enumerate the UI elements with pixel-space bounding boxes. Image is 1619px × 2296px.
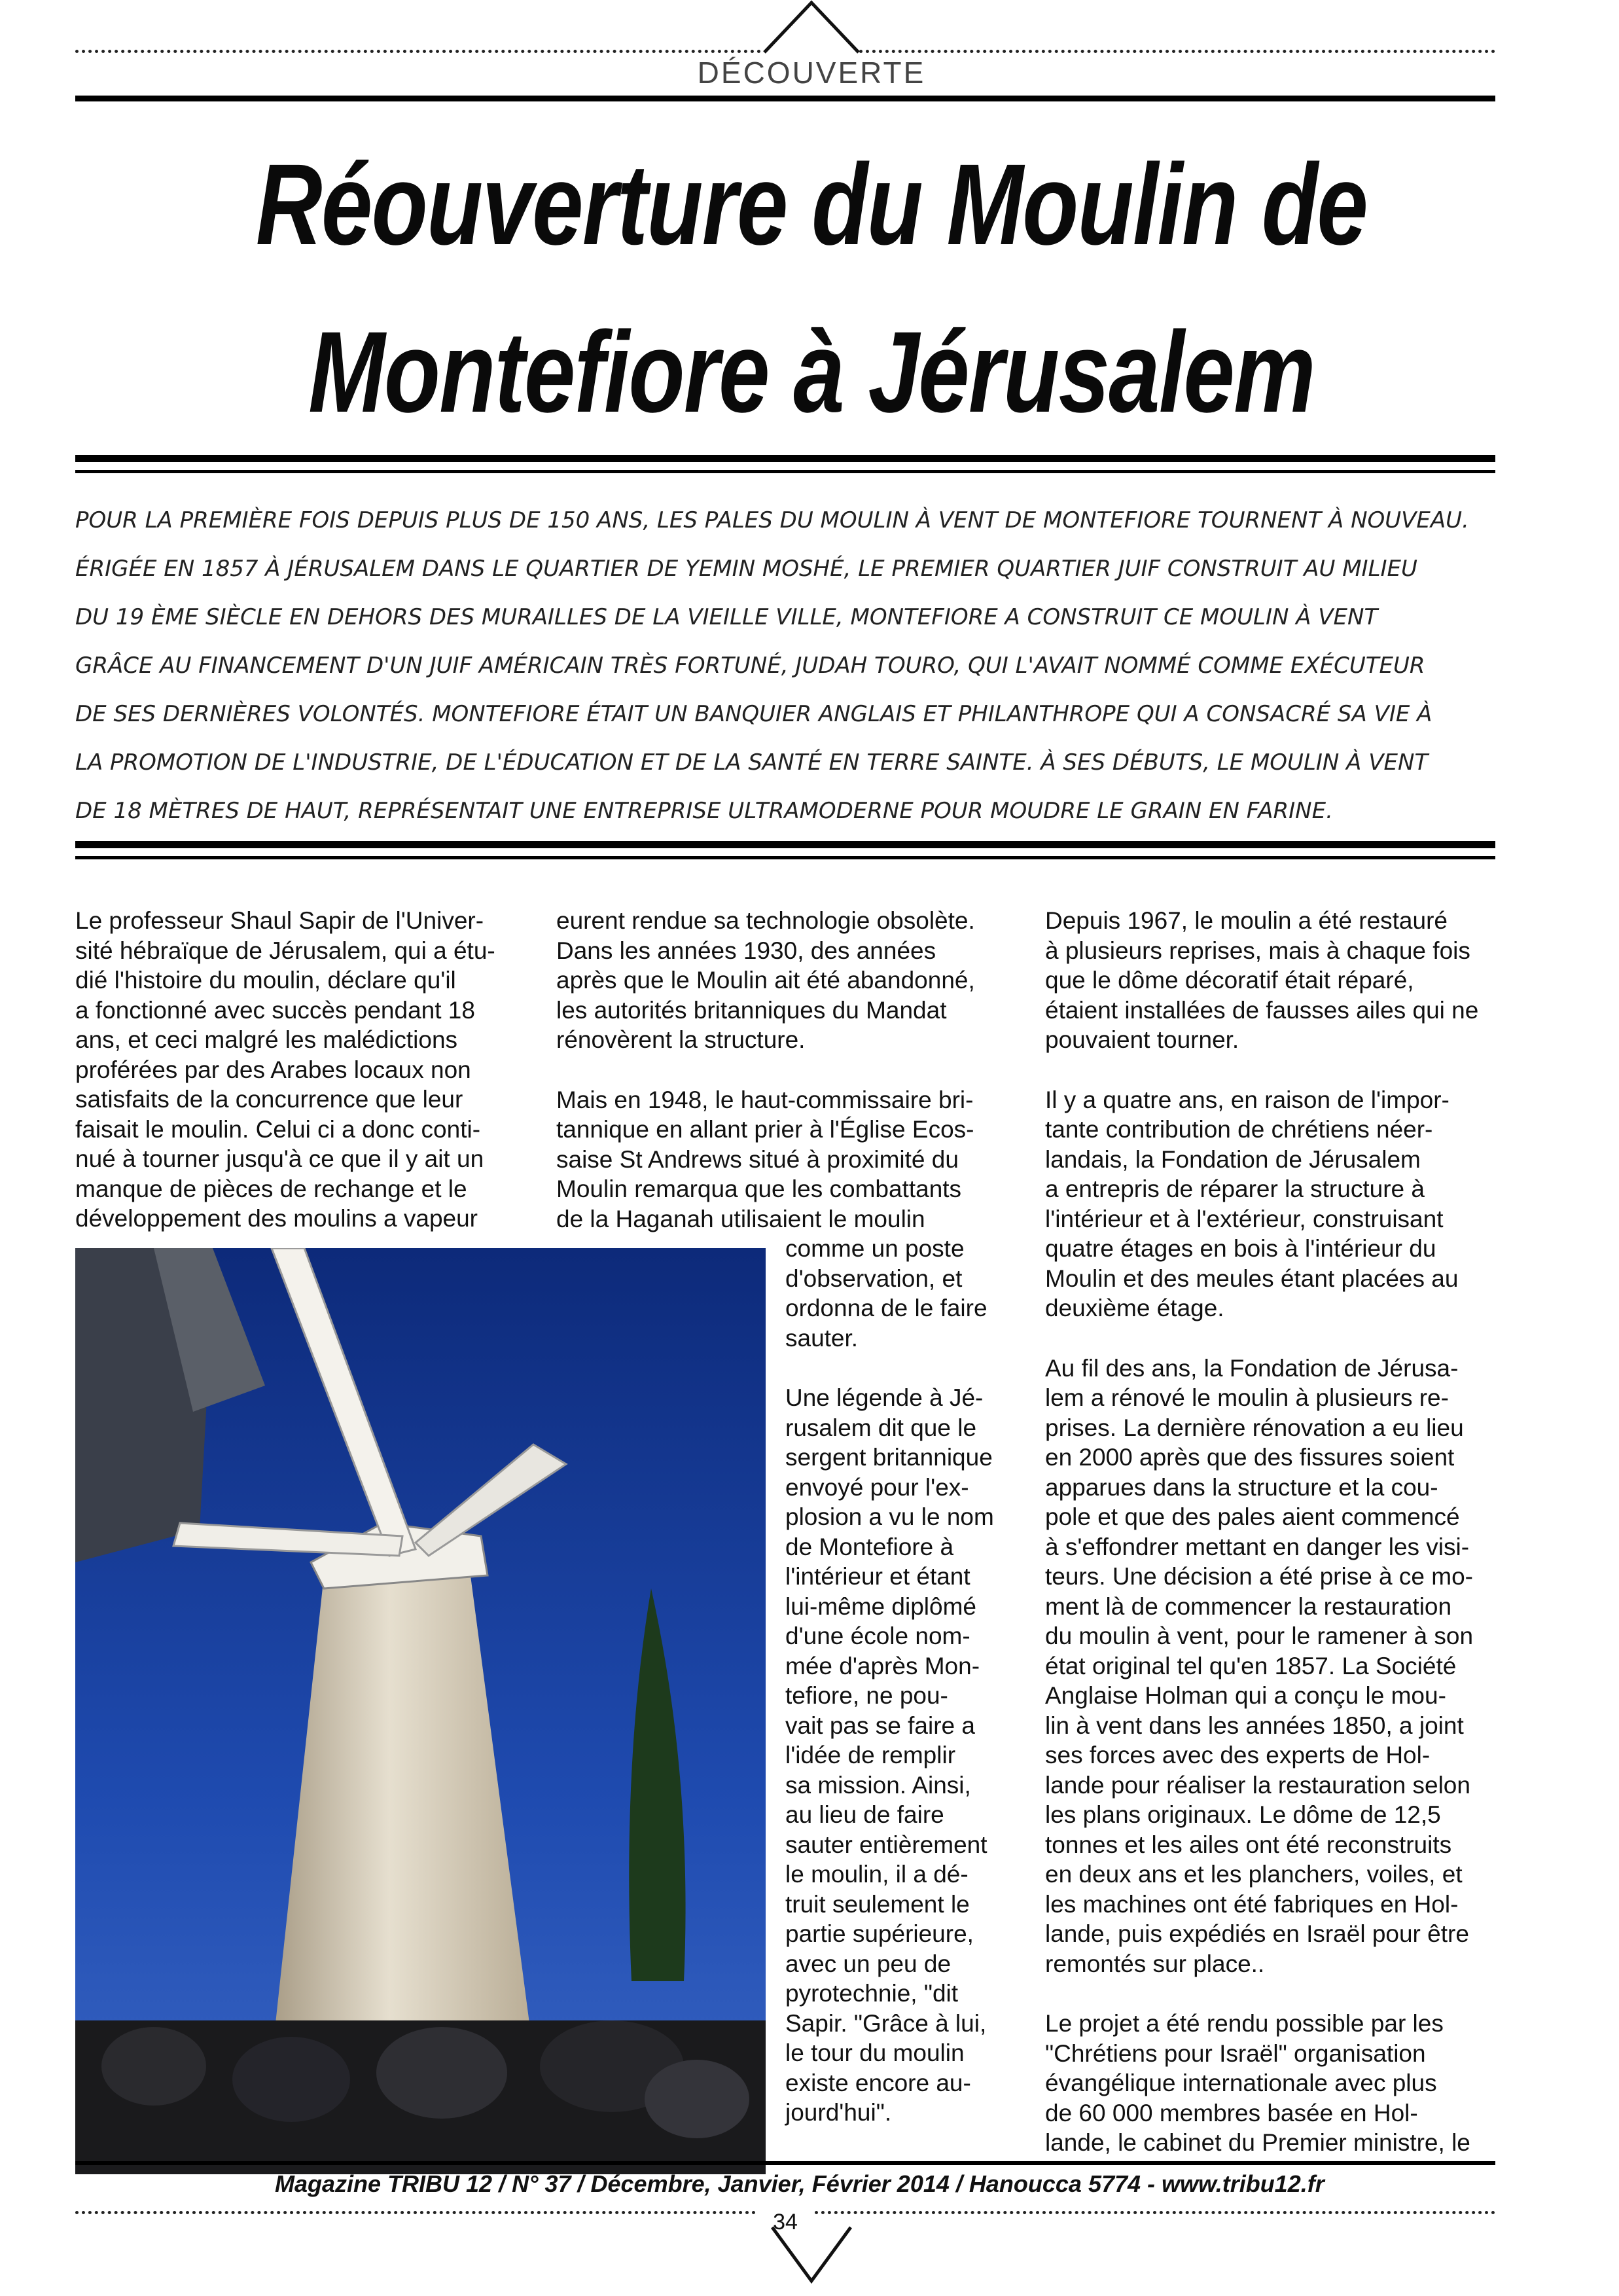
footer-dotted-rule-left	[75, 2211, 756, 2214]
column-2-narrow	[785, 1234, 1014, 2128]
body-line: jourd'hui".	[785, 2099, 892, 2126]
page-number: 34	[773, 2210, 798, 2234]
intro-line: POUR LA PREMIÈRE FOIS DEPUIS PLUS DE 150 ANS, LES PALES DU MOULIN À VENT DE MONTEFIORE TOURNENT À NOUVEAU.	[75, 507, 1469, 533]
body-line: landais, la Fondation de Jérusalem	[1045, 1145, 1421, 1173]
body-line: à plusieurs reprises, mais à chaque fois	[1045, 937, 1470, 964]
body-line: pole et que des pales aient commencé	[1045, 1503, 1460, 1530]
body-line: évangélique internationale avec plus	[1045, 2070, 1437, 2096]
intro-line: GRÂCE AU FINANCEMENT D'UN JUIF AMÉRICAIN TRÈS FORTUNÉ, JUDAH TOURO, QUI L'AVAIT NOMMÉ COMME EXÉCUTEUR	[75, 653, 1425, 679]
intro-top-rule-thin	[75, 470, 1495, 473]
body-line: lande, le cabinet du Premier ministre, le	[1045, 2129, 1470, 2156]
body-line: Il y a quatre ans, en raison de l'impor-	[1045, 1086, 1450, 1113]
body-line: Sapir. "Grâce à lui,	[785, 2009, 987, 2037]
body-line: lande, puis expédiés en Israël pour être	[1045, 1920, 1469, 1947]
body-line: satisfaits de la concurrence que leur	[75, 1086, 463, 1113]
body-line: partie supérieure,	[785, 1920, 974, 1947]
title-line-1: Réouverture du Moulin de	[255, 141, 1368, 269]
column-3	[1045, 906, 1503, 2158]
body-line: lui-même diplômé	[785, 1592, 976, 1620]
body-line: état original tel qu'en 1857. La Société	[1045, 1652, 1457, 1679]
body-line: rusalem dit que le	[785, 1414, 977, 1441]
body-line: du moulin à vent, pour le ramener à son	[1045, 1623, 1474, 1649]
body-line: nué à tourner jusqu'à ce que il y ait un	[75, 1145, 484, 1172]
top-dotted-rule	[75, 50, 761, 53]
body-line: a fonctionné avec succès pendant 18	[75, 996, 475, 1024]
body-line: Moulin et des meules étant placées au	[1045, 1265, 1459, 1292]
intro-line: DE 18 MÈTRES DE HAUT, REPRÉSENTAIT UNE ENTREPRISE ULTRAMODERNE POUR MOUDRE LE GRAIN EN FARINE.	[75, 798, 1333, 824]
body-line: les machines ont été fabriques en Hol-	[1045, 1890, 1459, 1918]
body-line: l'idée de remplir	[785, 1742, 956, 1768]
intro-line: ÉRIGÉE EN 1857 À JÉRUSALEM DANS LE QUARTIER DE YEMIN MOSHÉ, LE PREMIER QUARTIER JUIF CONSTRUIT AU MILIEU	[75, 556, 1417, 582]
body-line: tefiore, ne pou-	[785, 1682, 948, 1709]
column-2-top	[556, 906, 1008, 1234]
body-line: de 60 000 membres basée en Hol-	[1045, 2099, 1418, 2126]
body-line: l'intérieur et à l'extérieur, construisant	[1045, 1205, 1444, 1232]
top-dotted-rule-right	[859, 50, 1495, 53]
body-line: ses forces avec des experts de Hol-	[1045, 1742, 1431, 1768]
header-rule	[75, 96, 1495, 101]
page-title	[215, 121, 1408, 456]
body-line: d'une école nom-	[785, 1623, 970, 1649]
body-line: lande pour réaliser la restauration selon	[1045, 1771, 1470, 1799]
windmill-illustration	[75, 1248, 766, 2174]
body-line: proférées par des Arabes locaux non	[75, 1056, 471, 1083]
footer-dotted-rule-right	[815, 2211, 1495, 2214]
section-label: DÉCOUVERTE	[697, 56, 926, 90]
body-line: que le dôme décoratif était réparé,	[1045, 967, 1414, 994]
footer-citation: Magazine TRIBU 12 / N° 37 / Décembre, Janvier, Février 2014 / Hanoucca 5774 - www.tribu12.fr	[275, 2170, 1325, 2197]
body-line: rénovèrent la structure.	[556, 1026, 806, 1053]
body-line: sité hébraïque de Jérusalem, qui a étu-	[75, 937, 495, 964]
intro-line: DE SES DERNIÈRES VOLONTÉS. MONTEFIORE ÉTAIT UN BANQUIER ANGLAIS ET PHILANTHROPE QUI A CONSACRÉ SA VIE À	[75, 701, 1432, 727]
body-line: teurs. Une décision a été prise à ce mo-	[1045, 1563, 1473, 1590]
body-line: développement des moulins a vapeur	[75, 1205, 478, 1232]
body-line: lem a rénové le moulin à plusieurs re-	[1045, 1384, 1449, 1411]
column-1	[75, 906, 527, 1234]
body-line: pouvaient tourner.	[1045, 1026, 1239, 1053]
body-line: sauter.	[785, 1324, 859, 1352]
windmill-photo	[75, 1248, 766, 2174]
intro-bottom-rule-thin	[75, 856, 1495, 859]
body-line: envoyé pour l'ex-	[785, 1473, 969, 1501]
body-line: de Montefiore à	[785, 1533, 954, 1560]
body-line: manque de pièces de rechange et le	[75, 1175, 467, 1202]
body-line: vait pas se faire a	[785, 1712, 975, 1739]
body-line: sergent britannique	[785, 1444, 993, 1471]
intro-bottom-rule-thick	[75, 841, 1495, 848]
intro-top-rule-thick	[75, 455, 1495, 462]
body-line: d'observation, et	[785, 1265, 963, 1292]
body-line: deuxième étage.	[1045, 1295, 1224, 1321]
body-line: sa mission. Ainsi,	[785, 1771, 971, 1799]
body-line: eurent rendue sa technologie obsolète.	[556, 907, 975, 934]
body-line: "Chrétiens pour Israël" organisation	[1045, 2039, 1426, 2067]
body-line: ordonna de le faire	[785, 1295, 987, 1321]
intro-line: DU 19 ÈME SIÈCLE EN DEHORS DES MURAILLES DE LA VIEILLE VILLE, MONTEFIORE A CONSTRUIT CE MOULIN À VENT	[75, 604, 1378, 630]
body-line: Au fil des ans, la Fondation de Jérusa-	[1045, 1354, 1459, 1382]
body-line: en deux ans et les planchers, voiles, et	[1045, 1861, 1463, 1888]
title-line-2: Montefiore à Jérusalem	[308, 308, 1315, 437]
body-line: comme un poste	[785, 1235, 965, 1262]
body-line: apparues dans la structure et la cou-	[1045, 1473, 1438, 1501]
body-line: pyrotechnie, "dit	[785, 1980, 959, 2007]
body-line: sauter entièrement	[785, 1831, 987, 1858]
body-line: dié l'histoire du moulin, déclare qu'il	[75, 967, 456, 994]
body-line: tannique en allant prier à l'Église Ecos-	[556, 1116, 974, 1143]
body-line: en 2000 après que des fissures soient	[1045, 1444, 1455, 1471]
body-line: le tour du moulin	[785, 2039, 965, 2066]
body-line: mée d'après Mon-	[785, 1652, 980, 1679]
body-line: saise St Andrews situé à proximité du	[556, 1145, 959, 1173]
body-line: tonnes et les ailes ont été reconstruits	[1045, 1831, 1452, 1858]
body-line: Mais en 1948, le haut-commissaire bri-	[556, 1086, 974, 1113]
body-line: avec un peu de	[785, 1950, 952, 1977]
body-line: a entrepris de réparer la structure à	[1045, 1175, 1425, 1202]
body-line: existe encore au-	[785, 2069, 971, 2096]
body-line: après que le Moulin ait été abandonné,	[556, 967, 975, 994]
body-line: le moulin, il a dé-	[785, 1861, 969, 1888]
body-line: au lieu de faire	[785, 1801, 944, 1828]
body-line: tante contribution de chrétiens néer-	[1045, 1116, 1433, 1143]
body-line: remontés sur place..	[1045, 1950, 1265, 1977]
body-line: prises. La dernière rénovation a eu lieu	[1045, 1414, 1464, 1441]
body-line: lin à vent dans les années 1850, a joint	[1045, 1712, 1464, 1739]
body-line: Le professeur Shaul Sapir de l'Univer-	[75, 907, 484, 934]
footer-rule	[75, 2161, 1495, 2165]
body-line: les plans originaux. Le dôme de 12,5	[1045, 1801, 1441, 1828]
body-line: Une légende à Jé-	[785, 1384, 984, 1411]
body-line: Le projet a été rendu possible par les	[1045, 2010, 1444, 2037]
body-line: quatre étages en bois à l'intérieur du	[1045, 1235, 1436, 1262]
intro-lead	[75, 496, 1492, 835]
body-line: Moulin remarqua que les combattants	[556, 1175, 962, 1202]
body-line: Depuis 1967, le moulin a été restauré	[1045, 907, 1448, 934]
body-line: Anglaise Holman qui a conçu le mou-	[1045, 1682, 1446, 1709]
body-line: faisait le moulin. Celui ci a donc conti-	[75, 1115, 481, 1143]
body-line: ment là de commencer la restauration	[1045, 1592, 1452, 1620]
body-line: Dans les années 1930, des années	[556, 937, 936, 964]
body-line: étaient installées de fausses ailes qui ne	[1045, 996, 1479, 1024]
body-line: à s'effondrer mettant en danger les visi-	[1045, 1533, 1470, 1560]
bottom-triangle-ornament	[746, 2222, 877, 2294]
body-line: l'intérieur et étant	[785, 1563, 970, 1590]
body-line: de la Haganah utilisaient le moulin	[556, 1205, 925, 1232]
body-line: les autorités britanniques du Mandat	[556, 996, 947, 1024]
body-line: truit seulement le	[785, 1890, 970, 1918]
body-line: ans, et ceci malgré les malédictions	[75, 1026, 458, 1053]
intro-line: LA PROMOTION DE L'INDUSTRIE, DE L'ÉDUCATION ET DE LA SANTÉ EN TERRE SAINTE. À SES DÉBUTS, LE MOULIN À VENT	[75, 749, 1429, 776]
body-line: plosion a vu le nom	[785, 1503, 994, 1530]
